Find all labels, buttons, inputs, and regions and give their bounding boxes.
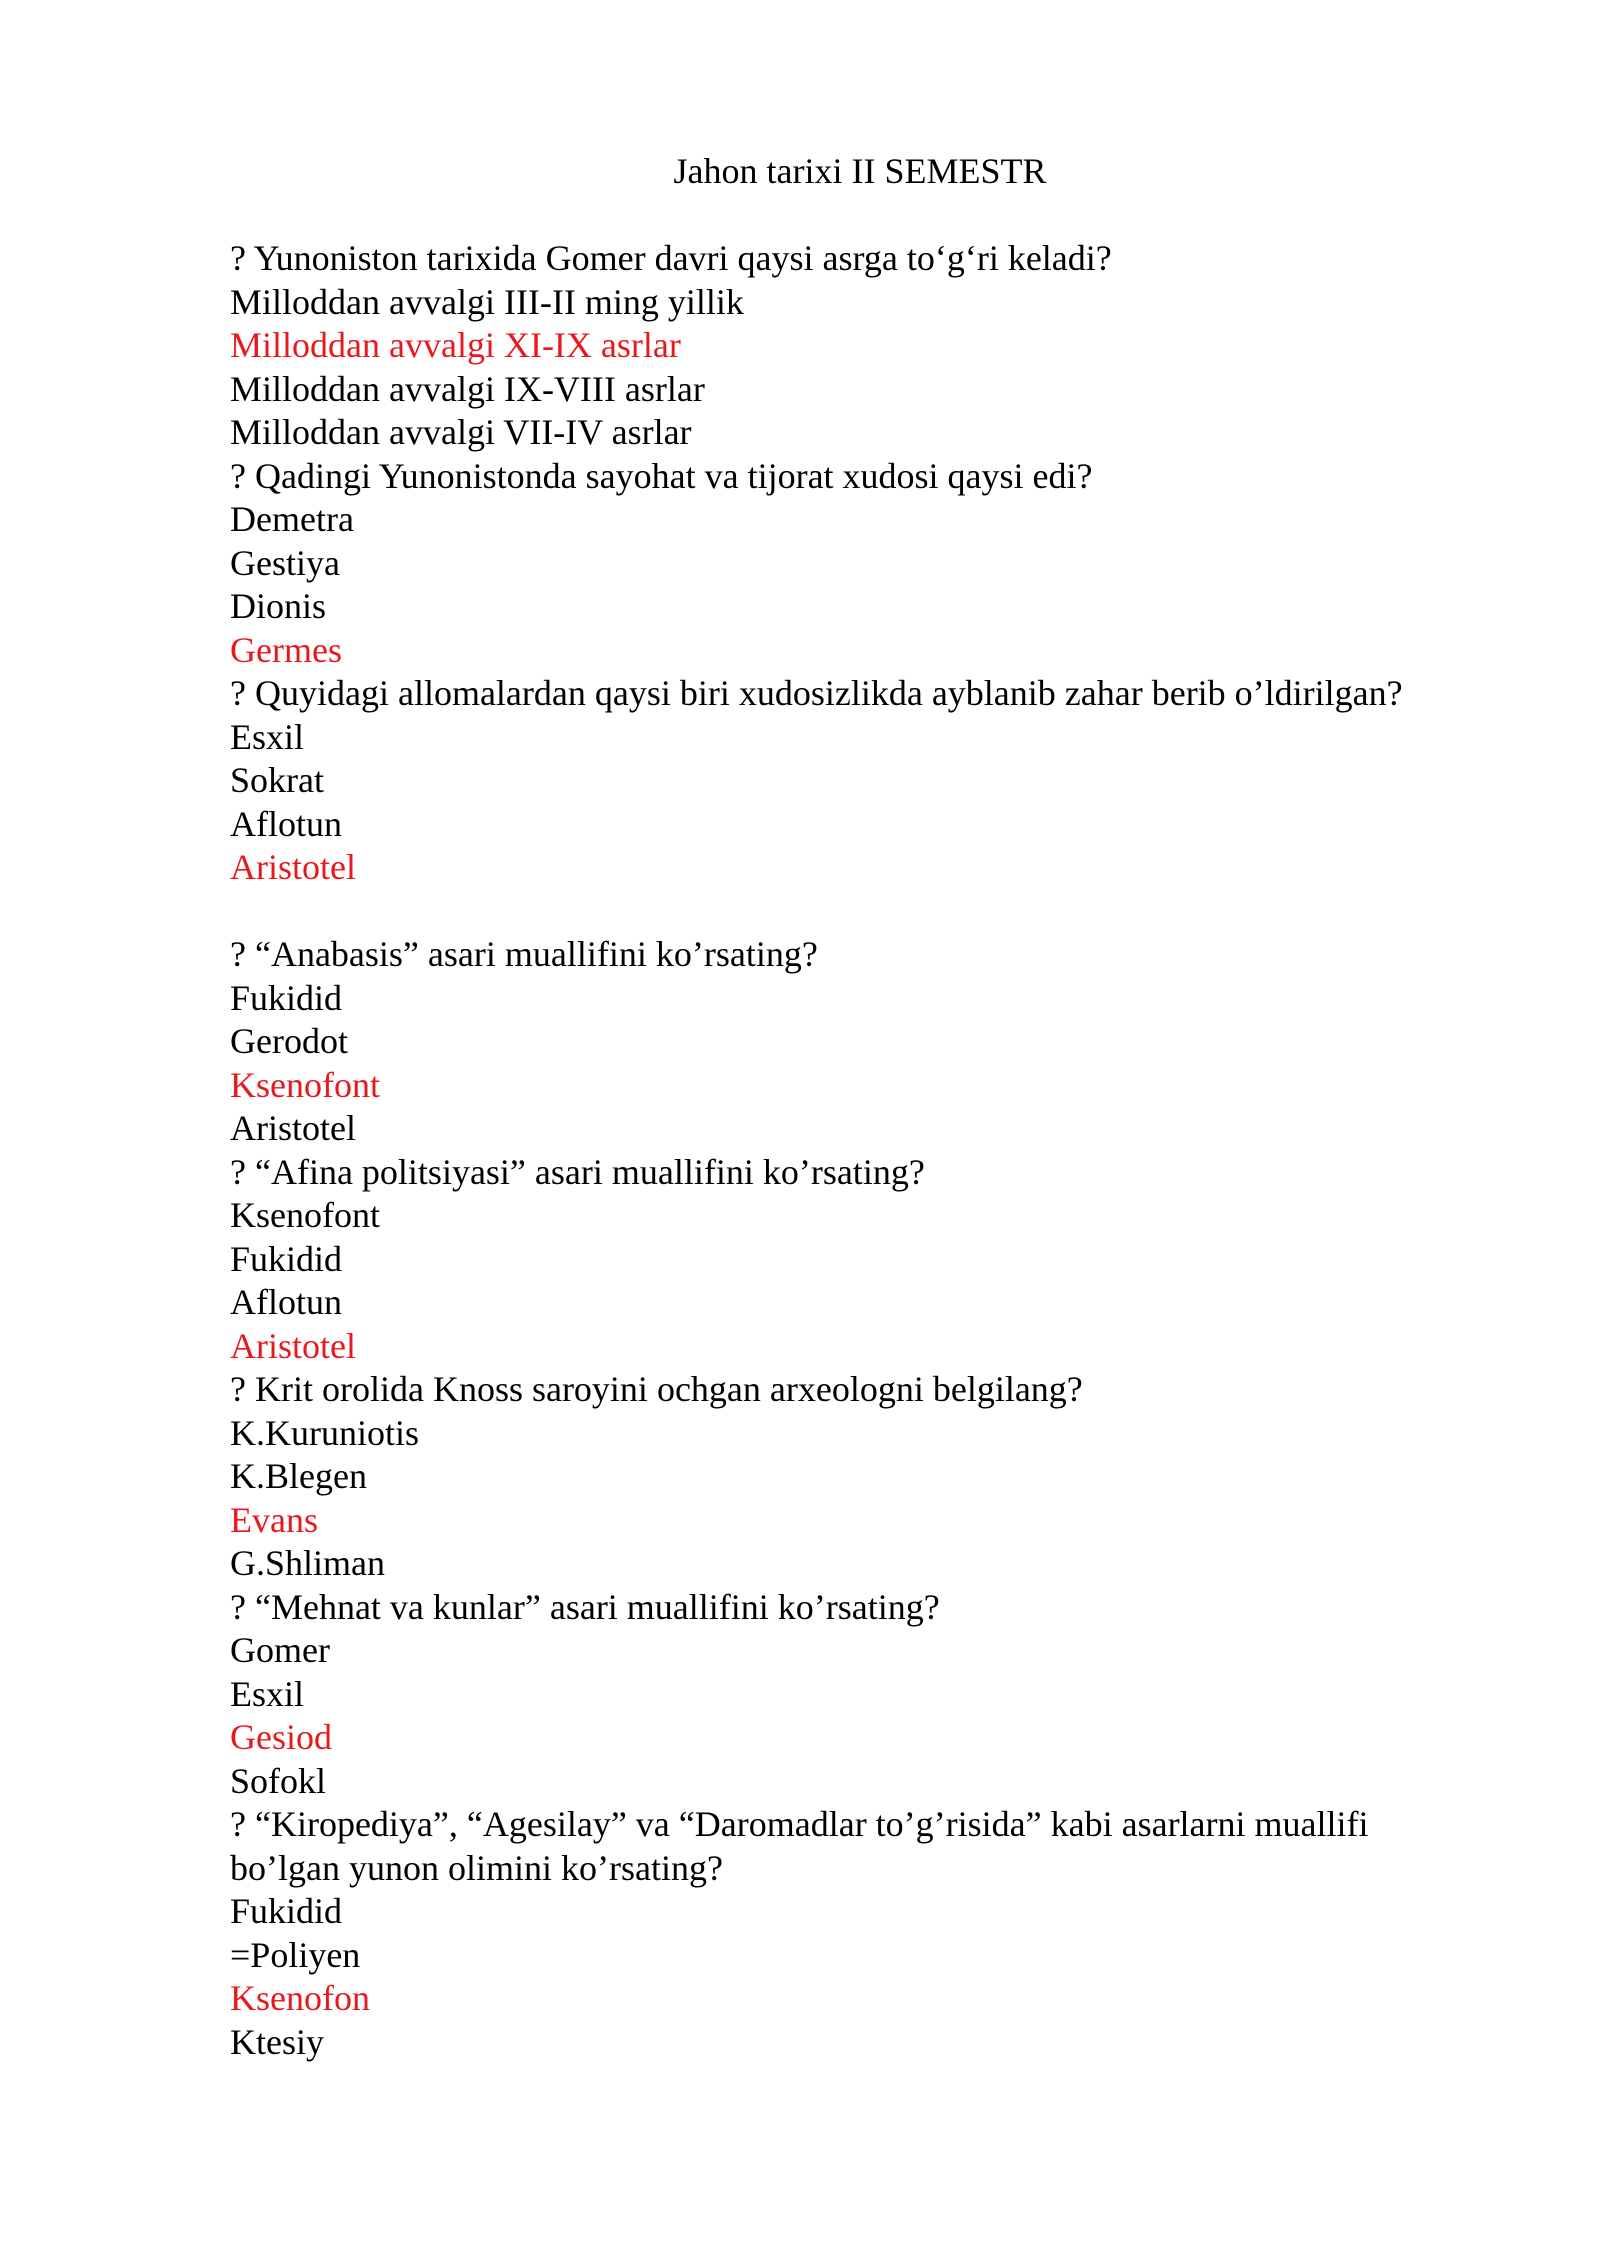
answer-option: Aflotun xyxy=(230,803,342,844)
answer-option-correct: Gesiod xyxy=(230,1717,332,1757)
answer-option: Milloddan avvalgi VII-IV asrlar xyxy=(230,412,692,452)
answer-option: Demetra xyxy=(230,499,354,539)
answer-option: Fukidid xyxy=(230,977,343,1018)
answer-option: G.Shliman xyxy=(230,1543,386,1583)
answer-option-correct: Aristotel xyxy=(230,847,356,887)
answer-option: Ksenofont xyxy=(230,1195,380,1235)
answer-option-correct: Aristotel xyxy=(230,1325,356,1366)
question-block xyxy=(230,1368,1480,1586)
question-block xyxy=(230,237,1480,455)
question-text: ? “Afina politsiyasi” asari muallifini ko’rsating? xyxy=(230,1151,925,1192)
question-text: ? “Anabasis” asari muallifini ko’rsating? xyxy=(230,934,818,974)
answer-option: Milloddan avvalgi IX-VIII asrlar xyxy=(230,368,705,409)
answer-option: Aflotun xyxy=(230,1282,342,1322)
document-title: Jahon tarixi II SEMESTR xyxy=(673,151,1047,191)
answer-option-correct: Milloddan avvalgi XI-IX asrlar xyxy=(230,325,681,365)
answer-option: =Poliyen xyxy=(230,1934,361,1975)
answer-option: Gestiya xyxy=(230,542,340,583)
answer-option: Gomer xyxy=(230,1630,330,1670)
blank-line xyxy=(230,890,1480,934)
answer-option: Aristotel xyxy=(230,1108,356,1148)
question-block xyxy=(230,1586,1480,1804)
question-block xyxy=(230,455,1480,673)
answer-option: Esxil xyxy=(230,1673,305,1714)
question-block xyxy=(230,933,1480,1151)
question-list xyxy=(230,237,1480,2064)
question-block xyxy=(230,1803,1480,2064)
answer-option: K.Kuruniotis xyxy=(230,1412,419,1453)
answer-option: Esxil xyxy=(230,716,305,757)
answer-option-correct: Ksenofont xyxy=(230,1064,380,1105)
answer-option-correct: Ksenofon xyxy=(230,1978,370,2018)
question-text: ? Krit orolida Knoss saroyini ochgan arxeologni belgilang? xyxy=(230,1369,1083,1409)
question-block xyxy=(230,672,1480,890)
question-text: ? Qadingi Yunonistonda sayohat va tijorat xudosi qaysi edi? xyxy=(230,455,1093,496)
question-text: ? Yunoniston tarixida Gomer davri qaysi asrga to‘g‘ri keladi? xyxy=(230,238,1112,278)
answer-option: Sokrat xyxy=(230,760,324,800)
answer-option-correct: Germes xyxy=(230,629,342,670)
answer-option: Sofokl xyxy=(230,1760,327,1801)
answer-option: Dionis xyxy=(230,586,327,626)
answer-option: Milloddan avvalgi III-II ming yillik xyxy=(230,281,744,322)
answer-option: K.Blegen xyxy=(230,1456,367,1496)
question-text: ? “Mehnat va kunlar” asari muallifini ko’rsating? xyxy=(230,1586,940,1627)
question-text: ? “Kiropediya”, “Agesilay” va “Daromadlar to’g’risida” kabi asarlarni muallifi bo’lgan yunon olimini ko’rsating? xyxy=(230,1804,1369,1888)
answer-option: Gerodot xyxy=(230,1021,348,1061)
answer-option: Fukidid xyxy=(230,1238,343,1279)
answer-option-correct: Evans xyxy=(230,1499,318,1540)
question-text: ? Quyidagi allomalardan qaysi biri xudosizlikda ayblanib zahar berib o’ldirilgan? xyxy=(230,673,1403,713)
answer-option: Fukidid xyxy=(230,1891,343,1931)
question-block xyxy=(230,1151,1480,1369)
answer-option: Ktesiy xyxy=(230,2021,324,2062)
